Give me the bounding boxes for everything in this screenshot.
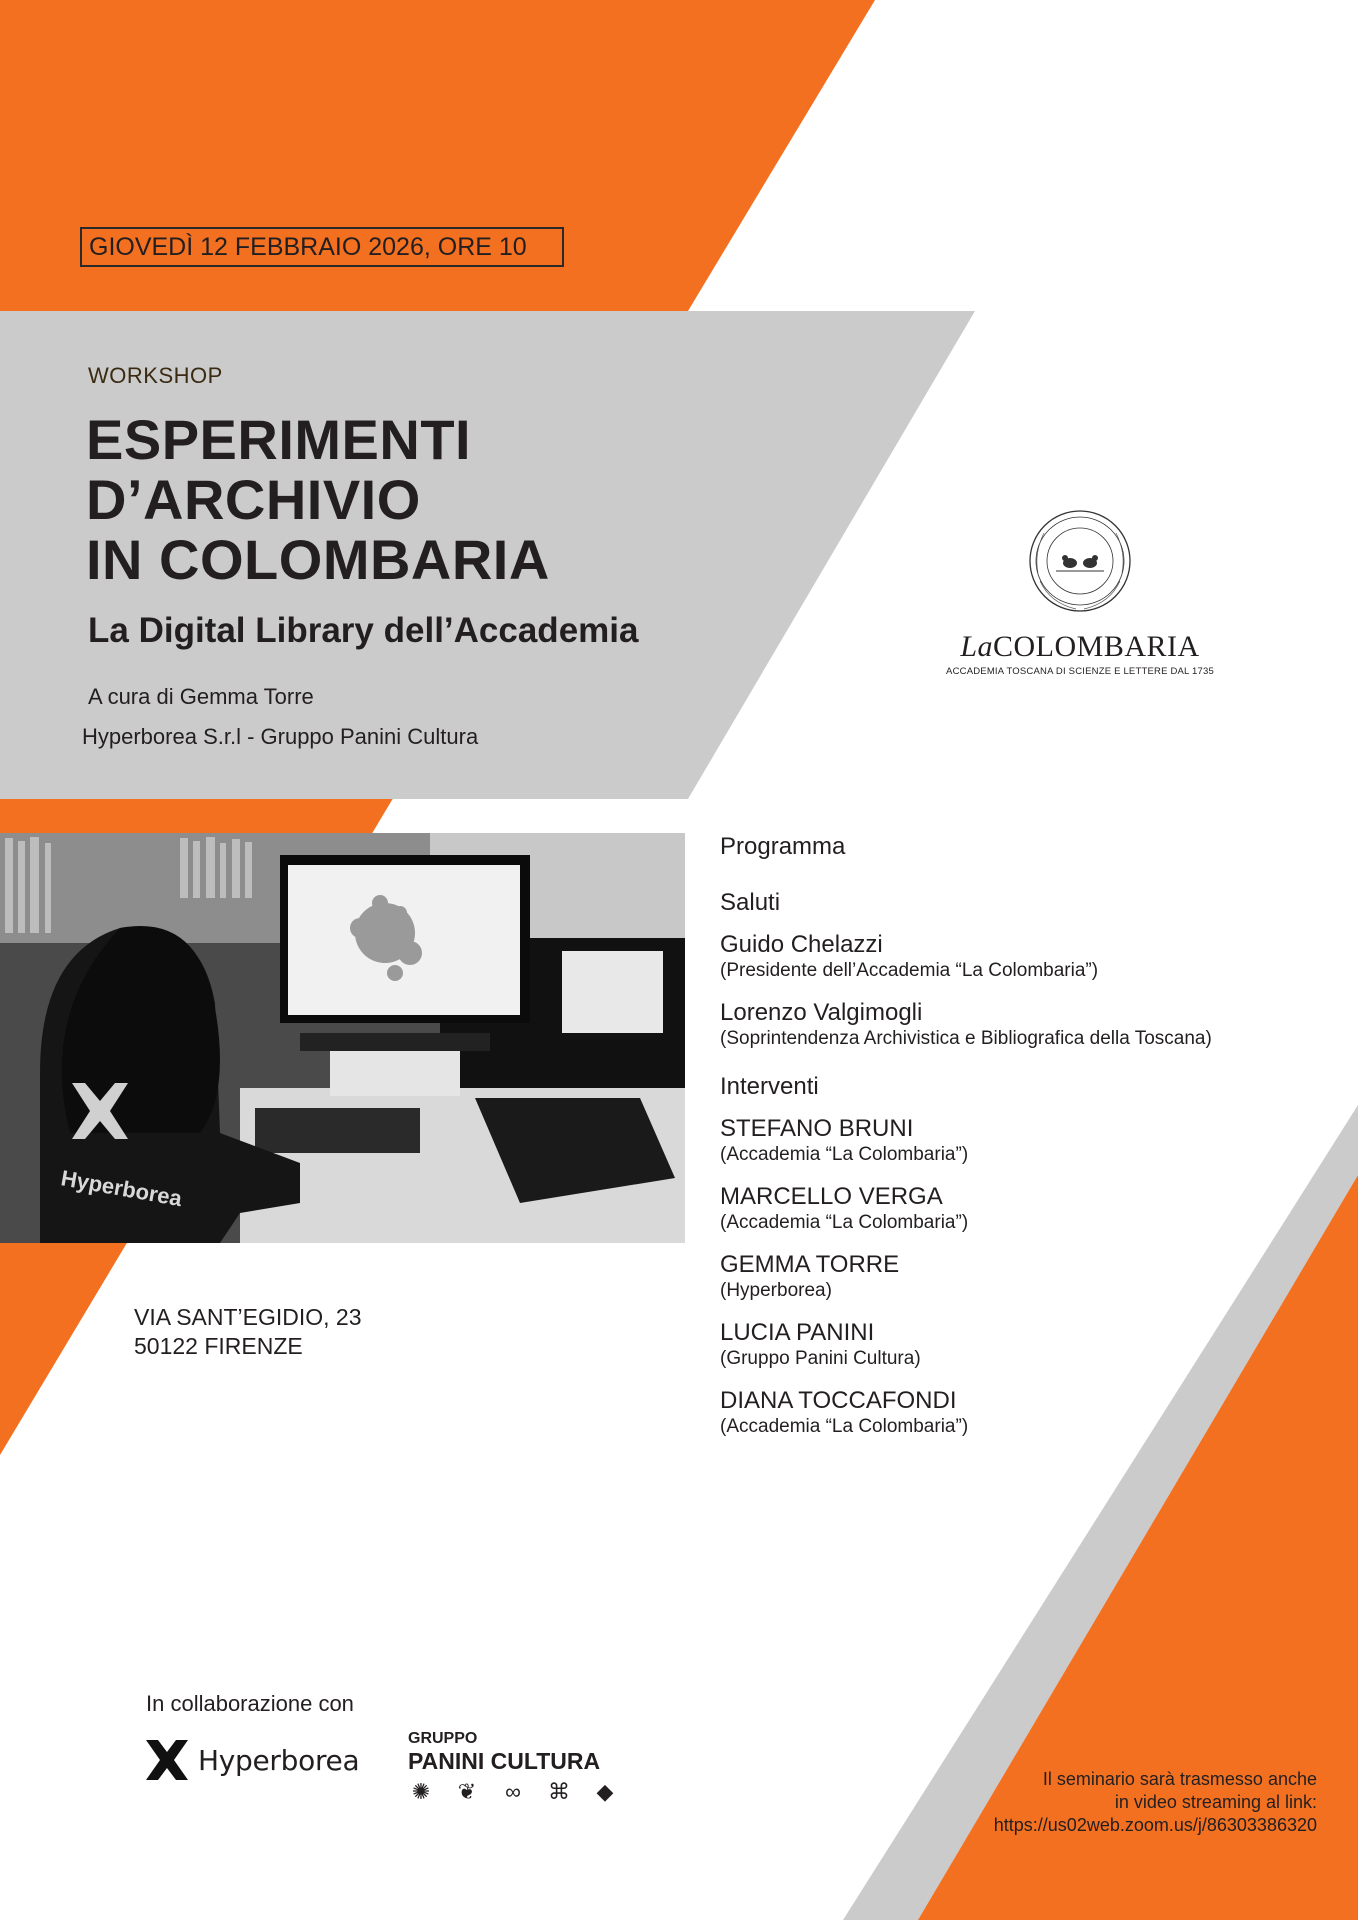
address-line: 50122 FIRENZE [134,1333,303,1359]
speaker-name: STEFANO BRUNI [720,1115,914,1142]
speaker [720,1115,1320,1167]
event-date: GIOVEDÌ 12 FEBBRAIO 2026, ORE 10 [80,227,564,267]
speaker [720,999,1320,1051]
title-line: D’ARCHIVIO [86,468,421,531]
speaker-name: LUCIA PANINI [720,1319,875,1346]
section-heading: Saluti [720,889,781,916]
program [720,833,1320,1461]
panini-cultura-logo [408,1730,618,1804]
hyperborea-small-icon: ⌘ [548,1779,570,1804]
speaker-role: (Soprintendenza Archivistica e Bibliografica della Toscana) [720,1028,1212,1049]
speaker-name: Lorenzo Valgimogli [720,999,923,1026]
speaker-role: (Accademia “La Colombaria”) [720,1416,969,1437]
speaker [720,1387,1320,1439]
title-line: IN COLOMBARIA [86,528,550,591]
collaboration-label: In collaborazione con [146,1691,354,1716]
sunflower-icon: ✺ [411,1779,431,1804]
workshop-photo [0,833,685,1243]
speaker-name: GEMMA TORRE [720,1251,900,1278]
colombaria-wordmark [930,630,1230,664]
photo-illustration [0,833,685,1243]
hyperborea-mark-icon [146,1740,188,1780]
panini-wordmark-line2: PANINI CULTURA [408,1748,601,1774]
venue-address [134,1303,362,1361]
event-curator: A cura di Gemma Torre [88,684,314,709]
colombaria-wordmark-prefix: La [960,630,993,663]
streaming-link[interactable]: https://us02web.zoom.us/j/86303386320 [993,1815,1317,1835]
colombaria-logo [930,503,1230,677]
infinity-icon: ∞ [505,1779,521,1804]
speaker [720,1251,1320,1303]
event-subtitle: La Digital Library dell’Accademia [88,611,639,650]
speaker-role: (Hyperborea) [720,1280,832,1301]
streaming-line: Il seminario sarà trasmesso anche [1042,1769,1317,1789]
colombaria-seal-icon [1020,503,1140,619]
streaming-note [900,1768,1317,1837]
streaming-line: in video streaming al link: [1114,1792,1317,1812]
speaker-role: (Accademia “La Colombaria”) [720,1144,969,1165]
event-title [86,410,550,590]
speaker-name: DIANA TOCCAFONDI [720,1387,957,1414]
hyperborea-wordmark: Hyperborea [198,1743,360,1777]
speaker [720,931,1320,983]
speaker-name: MARCELLO VERGA [720,1183,943,1210]
colombaria-tagline: ACCADEMIA TOSCANA DI SCIENZE E LETTERE DAL 1735 [946,666,1214,677]
event-organization: Hyperborea S.r.l - Gruppo Panini Cultura [82,724,479,749]
panini-wordmark-line1: GRUPPO [408,1730,478,1747]
trefoil-icon: ❦ [457,1779,477,1804]
fish-icon: ◆ [596,1779,614,1804]
shirt-text: Hyperborea [59,1165,184,1212]
speaker-name: Guido Chelazzi [720,931,883,958]
program-heading: Programma [720,833,846,860]
speaker [720,1319,1320,1371]
section-heading: Interventi [720,1073,819,1100]
speaker-role: (Accademia “La Colombaria”) [720,1212,969,1233]
program-section-saluti [720,889,1320,1051]
speaker-role: (Presidente dell’Accademia “La Colombaria”) [720,960,1099,981]
program-section-interventi [720,1073,1320,1439]
colombaria-wordmark-name: COLOMBARIA [993,630,1200,663]
speaker-role: (Gruppo Panini Cultura) [720,1348,921,1369]
panini-brand-icons [408,1780,618,1804]
title-line: ESPERIMENTI [86,408,472,471]
address-line: VIA SANT’EGIDIO, 23 [134,1304,362,1330]
speaker [720,1183,1320,1235]
event-type: WORKSHOP [88,363,223,388]
hyperborea-logo [146,1740,359,1780]
